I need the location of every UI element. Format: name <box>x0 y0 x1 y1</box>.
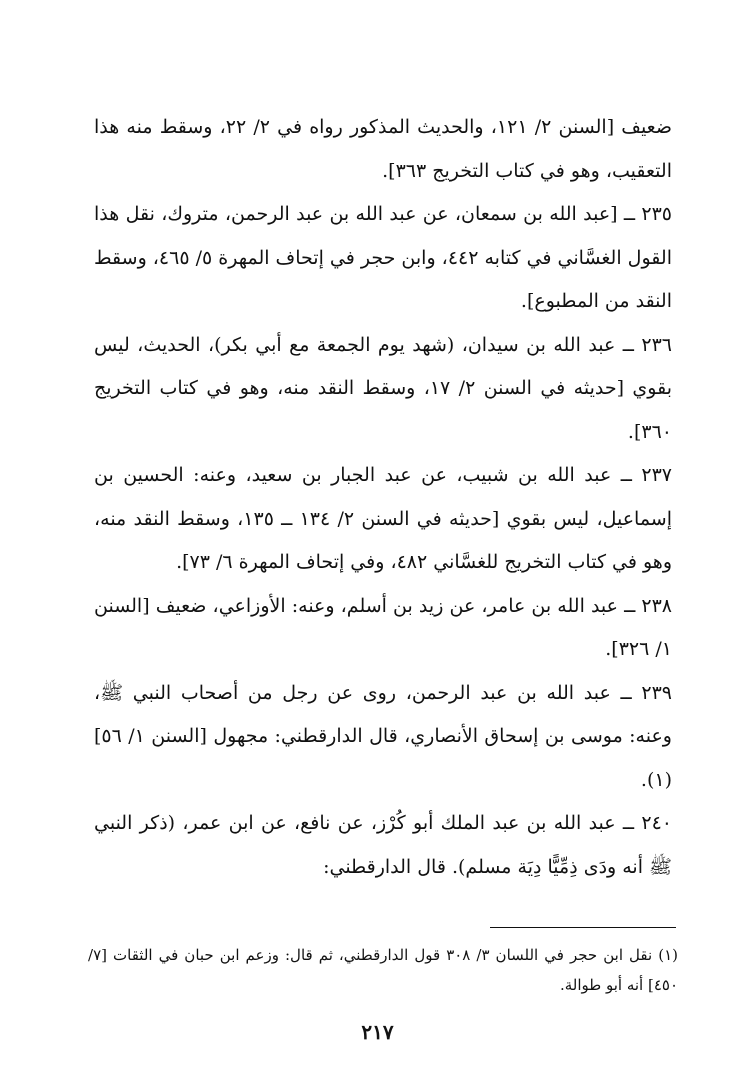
entry-237: ٢٣٧ ــ عبد الله بن شبيب، عن عبد الجبار بن سعيد، وعنه: الحسين بن إسماعيل، ليس بقوي [حديثه في السنن ٢/ ١٣٤ ــ ١٣٥، وسقط النقد منه، وهو في كتاب التخريج للغسَّاني ٤٨٢، وفي إتحاف المهرة ٦/ ٧٣]. <box>94 464 673 573</box>
entry-235: ٢٣٥ ــ [عبد الله بن سمعان، عن عبد الله بن عبد الرحمن، متروك، نقل هذا القول الغسَّاني في كتابه ٤٤٢، وابن حجر في إتحاف المهرة ٥/ ٤٦٥، وسقط النقد من المطبوع]. <box>94 203 672 312</box>
entry-239: ٢٣٩ ــ عبد الله بن عبد الرحمن، روى عن رجل من أصحاب النبي ﷺ، وعنه: موسى بن إسحاق الأنصاري، قال الدارقطني: مجهول [السنن ١/ ٥٦](١). <box>94 681 672 791</box>
footnote: (١) نقل ابن حجر في اللسان ٣/ ٣٠٨ قول الدارقطني، ثم قال: وزعم ابن حبان في الثقات [٧/ ٤٥٠] أنه أبو طوالة. <box>88 946 678 994</box>
entry-240: ٢٤٠ ــ عبد الله بن عبد الملك أبو كُرْز، عن نافع، عن ابن عمر، (ذكر النبي ﷺ أنه ودَى ذِمِّيًّا دِيَة مسلم). قال الدارقطني: <box>94 812 672 878</box>
entry-236: ٢٣٦ ــ عبد الله بن سيدان، (شهد يوم الجمعة مع أبي بكر)، الحديث، ليس بقوي [حديثه في السنن ٢/ ١٧، وسقط النقد منه، وهو في كتاب التخريج ٣٦٠]. <box>94 333 672 443</box>
main-text <box>94 106 672 889</box>
entry-continuation: ضعيف [السنن ٢/ ١٢١، والحديث المذكور رواه في ٢/ ٢٢، وسقط منه هذا التعقيب، وهو في كتاب التخريج ٣٦٣]. <box>94 116 672 182</box>
page-number: ٢١٧ <box>361 1020 394 1044</box>
entry-238: ٢٣٨ ــ عبد الله بن عامر، عن زيد بن أسلم، وعنه: الأوزاعي، ضعيف [السنن ١/ ٣٢٦]. <box>94 594 672 660</box>
footnote-separator <box>490 927 676 928</box>
